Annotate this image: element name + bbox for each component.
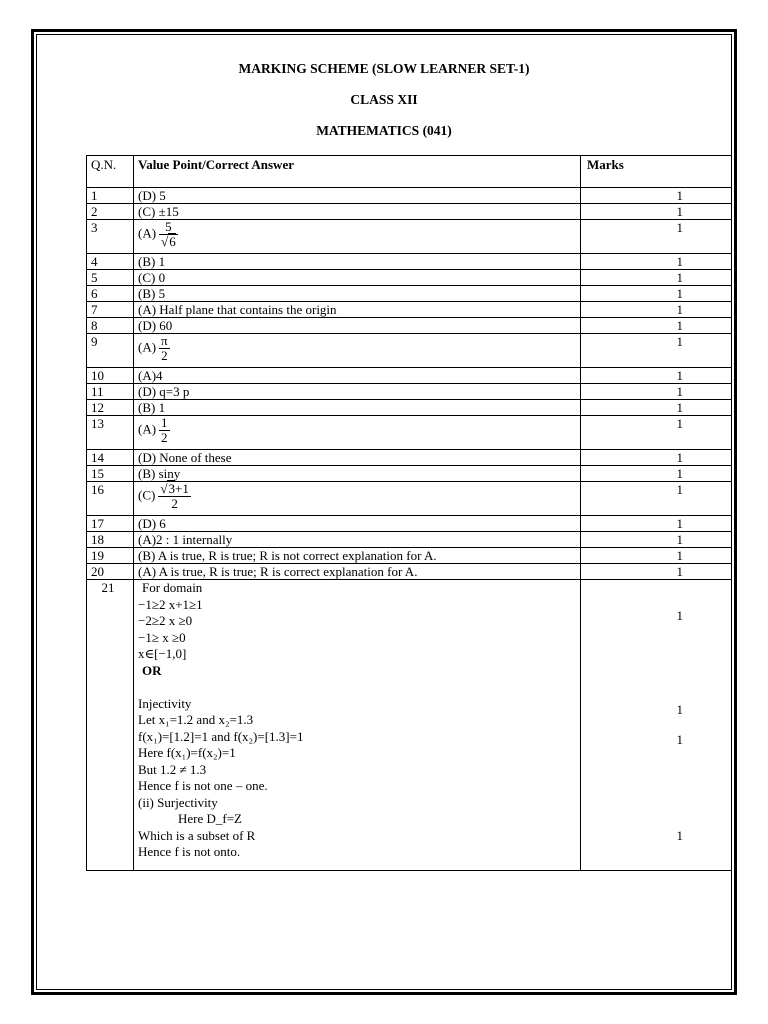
table-row <box>87 516 732 532</box>
question-number: 19 <box>87 548 134 564</box>
answer-cell <box>134 286 581 302</box>
table-row <box>87 188 732 204</box>
marks-value: 1 <box>581 270 732 286</box>
answer-cell <box>134 548 581 564</box>
marks-value: 1 <box>581 334 732 368</box>
question-number: 4 <box>87 254 134 270</box>
solution-line: x∈[−1,0] <box>138 646 187 661</box>
answer-cell <box>134 334 581 368</box>
col-header-answer: Value Point/Correct Answer <box>134 156 581 188</box>
marks-value: 1 <box>581 532 732 548</box>
question-number: 7 <box>87 302 134 318</box>
table-row <box>87 220 732 254</box>
class-title: CLASS XII <box>350 92 418 107</box>
question-number: 21 <box>87 580 134 871</box>
question-number: 11 <box>87 384 134 400</box>
question-number: 9 <box>87 334 134 368</box>
table-row <box>87 270 732 286</box>
answer-text: (D) 6 <box>138 516 166 531</box>
answer-cell <box>134 220 581 254</box>
marks-value: 1 <box>676 702 683 717</box>
table-row <box>87 416 732 450</box>
answer-cell <box>134 416 581 450</box>
answer-text: (D) 60 <box>138 318 173 333</box>
marks-value: 1 <box>581 302 732 318</box>
solution-line: Here D_f=Z <box>178 811 242 826</box>
table-header-row <box>87 156 732 188</box>
question-number: 18 <box>87 532 134 548</box>
answer-cell <box>134 400 581 416</box>
answer-cell <box>134 188 581 204</box>
solution-line: OR <box>142 662 162 678</box>
question-number: 14 <box>87 450 134 466</box>
question-number: 5 <box>87 270 134 286</box>
scheme-title: MARKING SCHEME (SLOW LEARNER SET-1) <box>238 61 530 76</box>
answer-cell <box>134 270 581 286</box>
subject-title: MATHEMATICS (041) <box>316 123 452 138</box>
table-row-q21 <box>87 580 732 871</box>
sqrt-radicand: 6 <box>169 234 176 249</box>
solution-line: Injectivity <box>138 695 192 711</box>
fraction-denominator: 2 <box>161 430 168 445</box>
answer-text: (C) 0 <box>138 270 166 285</box>
answer-cell <box>134 302 581 318</box>
answer-text: (A) Half plane that contains the origin <box>138 302 337 317</box>
question-number: 13 <box>87 416 134 450</box>
answer-text: (D) None of these <box>138 450 232 465</box>
solution-line: Let x₁=1.2 and x₂=1.3 <box>138 712 254 727</box>
table-row <box>87 254 732 270</box>
fraction-numerator: 5 <box>159 220 178 235</box>
marks-value: 1 <box>676 828 683 843</box>
answer-cell <box>134 482 581 516</box>
answer-text: (B) 5 <box>138 286 166 301</box>
col-header-marks: Marks <box>581 156 732 188</box>
question-number: 20 <box>87 564 134 580</box>
table-row <box>87 548 732 564</box>
answer-text: (A)2 : 1 internally <box>138 532 233 547</box>
answer-fraction <box>158 482 190 511</box>
fraction-denominator: 2 <box>171 496 178 511</box>
solution-line <box>138 679 576 696</box>
sqrt-radicand: 3 <box>168 481 175 496</box>
answer-text: (D) q=3 p <box>138 384 190 399</box>
solution-line: Here f(x₁)=f(x₂)=1 <box>138 745 236 760</box>
marks-value: 1 <box>581 482 732 516</box>
question-number: 10 <box>87 368 134 384</box>
marks-value: 1 <box>581 188 732 204</box>
marks-value: 1 <box>581 254 732 270</box>
answer-text: (B) siny <box>138 466 181 481</box>
answer-cell <box>134 466 581 482</box>
table-row <box>87 532 732 548</box>
question-number: 1 <box>87 188 134 204</box>
answer-cell <box>134 254 581 270</box>
answer-text: (A)4 <box>138 368 163 383</box>
table-row <box>87 564 732 580</box>
answer-text: (B) A is true, R is true; R is not correct explanation for A. <box>138 548 437 563</box>
answer-text: (A) A is true, R is true; R is correct explanation for A. <box>138 564 418 579</box>
marks-value: 1 <box>581 564 732 580</box>
solution-line: (ii) Surjectivity <box>138 794 218 810</box>
table-row <box>87 204 732 220</box>
answer-cell <box>134 318 581 334</box>
answer-cell <box>134 532 581 548</box>
answer-text: (B) 1 <box>138 254 166 269</box>
answer-cell-q21 <box>134 580 581 871</box>
answer-cell <box>134 204 581 220</box>
solution-line: For domain <box>142 580 203 595</box>
marking-table <box>86 155 732 871</box>
table-row <box>87 482 732 516</box>
table-row <box>87 368 732 384</box>
solution-line: −2≥2 x ≥0 <box>138 613 193 628</box>
answer-fraction <box>159 220 178 249</box>
answer-text: (C) <box>138 487 156 503</box>
marks-value: 1 <box>581 516 732 532</box>
fraction-numerator: 1 <box>161 415 168 430</box>
answer-cell <box>134 450 581 466</box>
question-number: 6 <box>87 286 134 302</box>
marks-value: 1 <box>581 416 732 450</box>
question-number: 15 <box>87 466 134 482</box>
answer-fraction <box>159 334 170 363</box>
table-row <box>87 384 732 400</box>
table-row <box>87 334 732 368</box>
marks-value: 1 <box>581 450 732 466</box>
solution-line: −1≥ x ≥0 <box>138 629 186 645</box>
answer-cell <box>134 368 581 384</box>
solution-line: f(x₁)=[1.2]=1 and f(x₂)=[1.3]=1 <box>138 728 304 744</box>
answer-text: (B) 1 <box>138 400 166 415</box>
solution-line: Hence f is not onto. <box>138 844 241 859</box>
question-number: 8 <box>87 318 134 334</box>
question-number: 3 <box>87 220 134 254</box>
marks-value: 1 <box>581 368 732 384</box>
solution-line: −1≥2 x+1≥1 <box>138 596 203 612</box>
question-number: 16 <box>87 482 134 516</box>
fraction-denominator: 2 <box>161 348 168 363</box>
answer-cell <box>134 384 581 400</box>
answer-text: (C) ±15 <box>138 204 179 219</box>
solution-line: But 1.2 ≠ 1.3 <box>138 761 207 777</box>
answer-text: (A) <box>138 225 157 241</box>
table-row <box>87 450 732 466</box>
table-row <box>87 318 732 334</box>
marks-cell-q21 <box>581 580 732 871</box>
answer-cell <box>134 516 581 532</box>
table-row <box>87 400 732 416</box>
marks-value: 1 <box>581 318 732 334</box>
table-body <box>87 188 732 871</box>
answer-text: (A) <box>138 421 157 437</box>
marks-value: 1 <box>581 204 732 220</box>
marks-value: 1 <box>581 220 732 254</box>
marks-value: 1 <box>581 548 732 564</box>
answer-text: (A) <box>138 339 157 355</box>
fraction-numerator: π <box>161 333 168 348</box>
answer-cell <box>134 564 581 580</box>
answer-fraction <box>159 416 170 445</box>
solution-line: Hence f is not one – one. <box>138 778 268 793</box>
table-row <box>87 286 732 302</box>
marks-value: 1 <box>581 400 732 416</box>
table-row <box>87 302 732 318</box>
marks-value: 1 <box>581 466 732 482</box>
marks-value: 1 <box>676 732 683 747</box>
marks-value: 1 <box>581 384 732 400</box>
marks-value: 1 <box>581 286 732 302</box>
question-number: 17 <box>87 516 134 532</box>
col-header-qn: Q.N. <box>87 156 134 188</box>
fraction-denominator: √6 <box>161 234 176 249</box>
marks-value: 1 <box>676 608 683 623</box>
solution-line: Which is a subset of R <box>138 827 256 843</box>
question-number: 12 <box>87 400 134 416</box>
fraction-numerator: √3+1 <box>160 481 189 496</box>
question-number: 2 <box>87 204 134 220</box>
answer-text: (D) 5 <box>138 188 166 203</box>
table-row <box>87 466 732 482</box>
